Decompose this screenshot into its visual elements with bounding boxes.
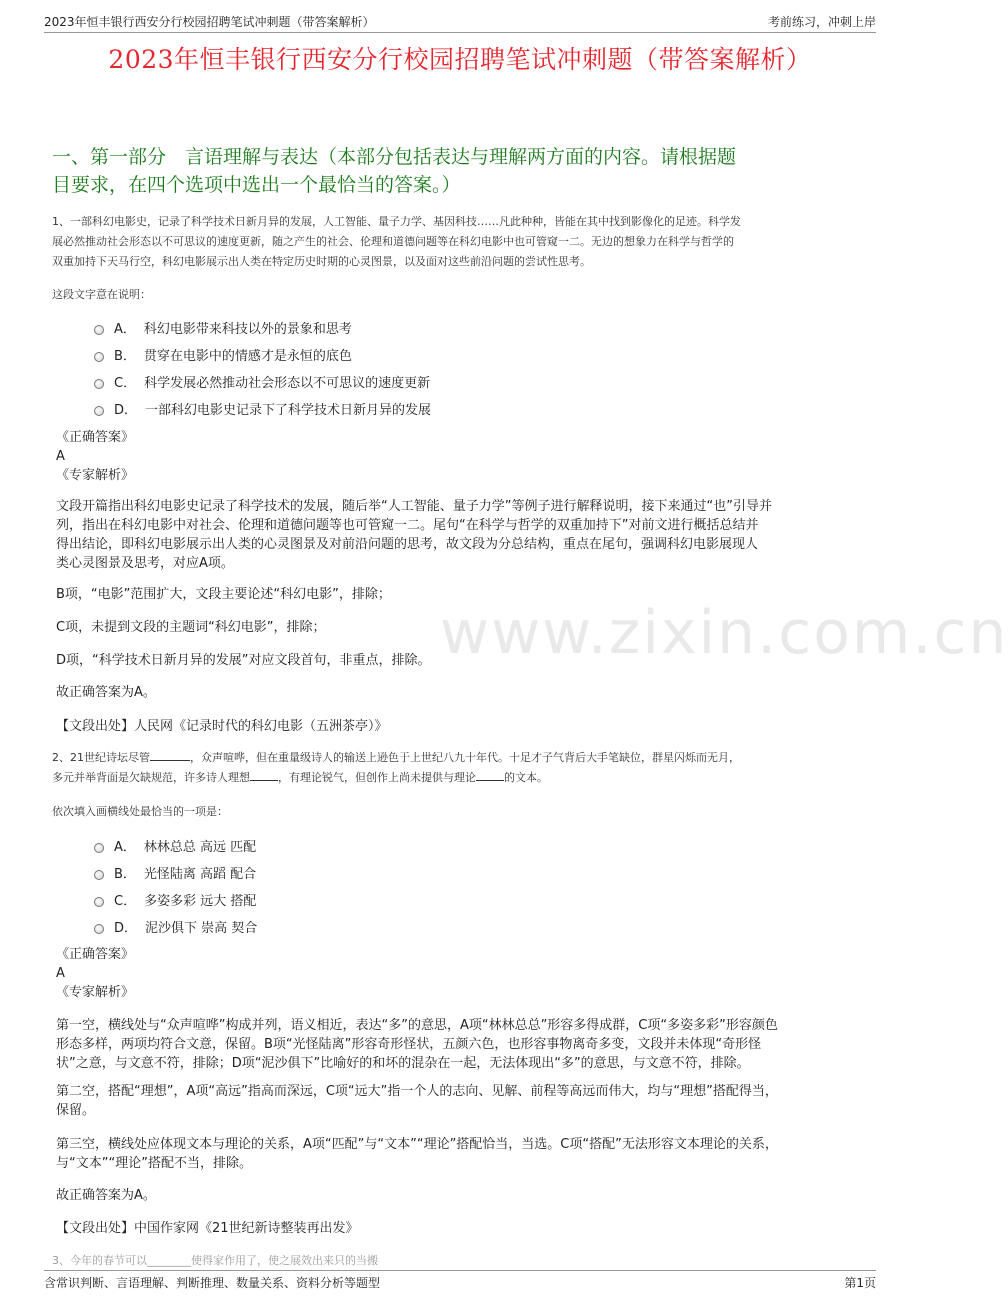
option-text: 光怪陆离 高蹈 配合 bbox=[143, 867, 257, 882]
option-text: 多姿多彩 远大 搭配 bbox=[144, 894, 257, 909]
option-text: 泥沙俱下 崇高 契合 bbox=[145, 921, 258, 936]
question-1-prompt: 这段文字意在说明： bbox=[52, 288, 151, 301]
fill-blank bbox=[476, 768, 504, 781]
answer-value: A bbox=[56, 966, 65, 981]
analysis-line: 列，指出在科幻电影中对社会、伦理和道德问题等也可管窥一二。尾句“在科学与哲学的双重加持下”对前文进行概括总结并 bbox=[56, 518, 759, 533]
option-letter: A． bbox=[114, 840, 136, 855]
option-d[interactable] bbox=[94, 913, 257, 940]
analysis-option-d: D项，“科学技术日新月异的发展”对应文段首句，非重点，排除。 bbox=[56, 653, 431, 668]
question-2-prompt: 依次填入画横线处最恰当的一项是： bbox=[52, 805, 228, 818]
radio-button-icon[interactable] bbox=[94, 897, 104, 907]
option-letter: C． bbox=[114, 376, 137, 391]
analysis-line: 第二空，搭配“理想”，A项“高远”指高而深远，C项“远大”指一个人的志向、见解、前程等高远而伟大，均与“理想”搭配得当， bbox=[56, 1084, 778, 1099]
analysis-line: 类心灵图景及思考，对应A项。 bbox=[56, 556, 234, 571]
radio-button-icon[interactable] bbox=[94, 406, 104, 416]
stem-text: ，有理论锐气，但创作上尚未提供与理论 bbox=[278, 771, 476, 784]
stem-text: 多元并举背面是欠缺规范，许多诗人理想 bbox=[52, 771, 250, 784]
stem-text: 的文本。 bbox=[504, 771, 548, 784]
fill-blank bbox=[250, 768, 278, 781]
question-1-answer bbox=[56, 428, 134, 485]
conclusion: 故正确答案为A。 bbox=[56, 1188, 156, 1203]
option-letter: B． bbox=[114, 349, 136, 364]
analysis-option-c: C项，未提到文段的主题词“科幻电影”，排除； bbox=[56, 620, 326, 635]
analysis-blank-3 bbox=[56, 1135, 868, 1173]
radio-button-icon[interactable] bbox=[94, 924, 104, 934]
section-heading-line: 一、第一部分 言语理解与表达（本部分包括表达与理解两方面的内容。请根据题 bbox=[52, 146, 737, 168]
option-text: 科幻电影带来科技以外的景象和思考 bbox=[143, 322, 352, 337]
question-2-options bbox=[94, 832, 257, 940]
radio-button-icon[interactable] bbox=[94, 325, 104, 335]
source-citation: 【文段出处】中国作家网《21世纪新诗整装再出发》 bbox=[56, 1221, 359, 1236]
radio-button-icon[interactable] bbox=[94, 379, 104, 389]
option-text: 一部科幻电影史记录下了科学技术日新月异的发展 bbox=[145, 403, 432, 418]
radio-button-icon[interactable] bbox=[94, 352, 104, 362]
page-header bbox=[44, 10, 876, 33]
question-2-answer bbox=[56, 945, 134, 1002]
question-1-stem bbox=[52, 212, 876, 272]
conclusion: 故正确答案为A。 bbox=[56, 685, 156, 700]
page-footer bbox=[44, 1270, 876, 1293]
analysis-line: 形态多样，两项均符合文意，保留。B项“光怪陆离”形容奇形怪状，五颜六色，也形容事物离奇多变，文段并未体现“奇形怪 bbox=[56, 1037, 762, 1052]
analysis-line: 保留。 bbox=[56, 1103, 96, 1118]
option-letter: D． bbox=[114, 403, 138, 418]
option-text: 科学发展必然推动社会形态以不可思议的速度更新 bbox=[144, 376, 431, 391]
document-title: 2023年恒丰银行西安分行校园招聘笔试冲刺题（带答案解析） bbox=[108, 45, 812, 74]
analysis-line: 得出结论，即科幻电影展示出人类的心灵图景及对前沿问题的思考，故文段为分总结构，重点在尾句，强调科幻电影展现人 bbox=[56, 537, 759, 552]
analysis-line: 第三空，横线处应体现文本与理论的关系，A项“匹配”与“文本”“理论”搭配恰当，当选。C项“搭配”无法形容文本理论的关系， bbox=[56, 1137, 778, 1152]
analysis-blank-2 bbox=[56, 1082, 868, 1120]
option-a[interactable] bbox=[94, 314, 431, 341]
option-letter: B． bbox=[114, 867, 136, 882]
option-b[interactable] bbox=[94, 341, 431, 368]
analysis-line: 状”之意，与文意不符，排除；D项“泥沙俱下”比喻好的和坏的混杂在一起，无法体现出“多”的意思，与文意不符，排除。 bbox=[56, 1056, 750, 1071]
page-number: 第1页 bbox=[844, 1275, 876, 1290]
question-2-stem bbox=[52, 748, 876, 788]
analysis-label: 《专家解析》 bbox=[56, 468, 135, 483]
option-b[interactable] bbox=[94, 859, 257, 886]
answer-label: 《正确答案》 bbox=[56, 430, 135, 445]
option-text: 贯穿在电影中的情感才是永恒的底色 bbox=[143, 349, 352, 364]
option-d[interactable] bbox=[94, 395, 431, 422]
header-doc-name: 2023年恒丰银行西安分行校园招聘笔试冲刺题（带答案解析） bbox=[44, 15, 375, 29]
option-text: 林林总总 高远 匹配 bbox=[143, 840, 257, 855]
footer-description: 含常识判断、言语理解、判断推理、数量关系、资料分析等题型 bbox=[44, 1275, 381, 1290]
radio-button-icon[interactable] bbox=[94, 843, 104, 853]
analysis-line: 第一空，横线处与“众声喧哗”构成并列，语义相近，表达“多”的意思，A项“林林总总”形容多得成群，C项“多姿多彩”形容颜色 bbox=[56, 1018, 778, 1033]
section-heading-line: 目要求，在四个选项中选出一个最恰当的答案。） bbox=[52, 174, 461, 196]
analysis-line: 文段开篇指出科幻电影史记录了科学技术的发展，随后举“人工智能、量子力学”等例子进行解释说明，接下来通过“也”引导并 bbox=[56, 499, 772, 514]
source-citation: 【文段出处】人民网《记录时代的科幻电影（五洲茶亭）》 bbox=[56, 719, 388, 734]
stem-line: 1、一部科幻电影史，记录了科学技术日新月异的发展，人工智能、量子力学、基因科技……凡此种种，皆能在其中找到影像化的足迹。科学发 bbox=[52, 215, 741, 228]
answer-label: 《正确答案》 bbox=[56, 947, 135, 962]
option-c[interactable] bbox=[94, 368, 431, 395]
header-slogan: 考前练习，冲刺上岸 bbox=[767, 15, 876, 29]
fill-blank bbox=[150, 748, 190, 761]
next-question-cutoff: 3、今年的春节可以________使得家作用了，使之展效出来只的当搬 bbox=[52, 1254, 378, 1267]
option-letter: D． bbox=[114, 921, 138, 936]
analysis-blank-1 bbox=[56, 1016, 868, 1073]
option-letter: C． bbox=[114, 894, 137, 909]
section-heading bbox=[52, 143, 868, 199]
question-1-analysis bbox=[56, 497, 868, 573]
stem-text: 2、21世纪诗坛尽管 bbox=[52, 751, 150, 764]
analysis-line: 与“文本”“理论”搭配不当，排除。 bbox=[56, 1156, 252, 1171]
analysis-label: 《专家解析》 bbox=[56, 985, 135, 1000]
analysis-option-b: B项，“电影”范围扩大，文段主要论述“科幻电影”，排除； bbox=[56, 587, 391, 602]
option-c[interactable] bbox=[94, 886, 257, 913]
stem-line: 展必然推动社会形态以不可思议的速度更新，随之产生的社会、伦理和道德问题等在科幻电影中也可管窥一二。无边的想象力在科学与哲学的 bbox=[52, 235, 734, 248]
stem-line bbox=[52, 748, 876, 768]
stem-text: ，众声喧哗，但在重量级诗人的输送上逊色于上世纪八九十年代。十足才子气背后大手笔缺位，群星闪烁而无月， bbox=[190, 751, 740, 764]
answer-value: A bbox=[56, 449, 65, 464]
watermark: www.zixin.com.cn bbox=[440, 598, 1008, 668]
radio-button-icon[interactable] bbox=[94, 870, 104, 880]
option-letter: A． bbox=[114, 322, 136, 337]
option-a[interactable] bbox=[94, 832, 257, 859]
stem-line: 双重加持下天马行空，科幻电影展示出人类在特定历史时期的心灵图景，以及面对这些前沿问题的尝试性思考。 bbox=[52, 255, 591, 268]
stem-line bbox=[52, 768, 876, 788]
question-1-options bbox=[94, 314, 431, 422]
